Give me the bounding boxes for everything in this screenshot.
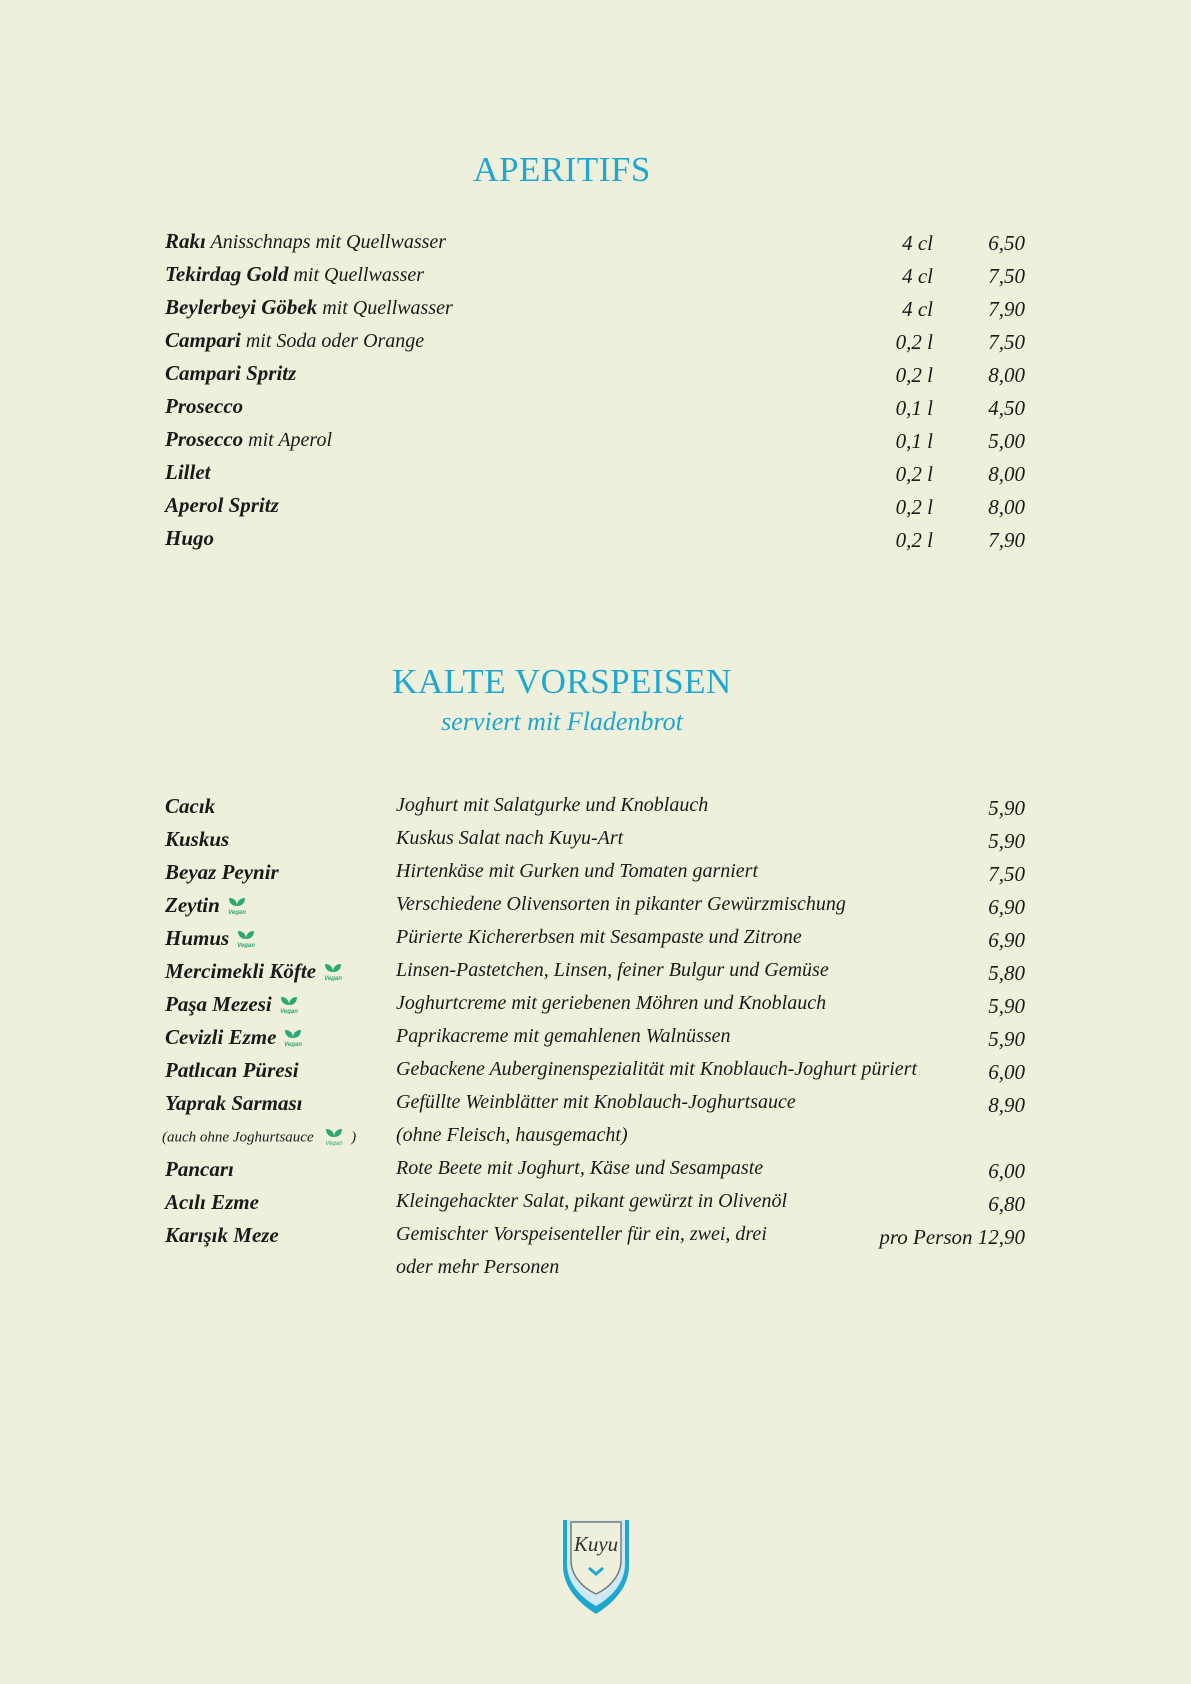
- vorspeise-item: [0, 992, 1191, 1025]
- item-desc: Gemischter Vorspeisenteller für ein, zwei, drei: [396, 1223, 767, 1245]
- item-desc: Gebackene Auberginenspezialität mit Knoblauch-Joghurt püriert: [396, 1058, 918, 1080]
- vegan-icon: [224, 895, 250, 915]
- item-qty: 0,2 l: [895, 495, 933, 519]
- item-qty: 0,2 l: [895, 528, 933, 552]
- aperitif-item: [0, 526, 1191, 559]
- item-qty: 0,1 l: [895, 396, 933, 420]
- aperitif-item: [0, 295, 1191, 328]
- item-price: 7,50: [988, 264, 1025, 288]
- kuyu-logo: [557, 1516, 635, 1616]
- vegan-icon: [320, 961, 346, 981]
- item-price: 8,00: [988, 495, 1025, 519]
- item-name: Karışık Meze: [165, 1223, 279, 1247]
- item-qty: 4 cl: [902, 264, 933, 288]
- aperitif-item: [0, 460, 1191, 493]
- item-price: 6,00: [988, 1159, 1025, 1183]
- item-price: 6,00: [988, 1060, 1025, 1084]
- vegan-label: Vegan: [279, 1009, 298, 1015]
- item-name: Yaprak Sarması: [165, 1091, 303, 1115]
- item-name: Lillet: [165, 460, 211, 484]
- aperitif-item: [0, 427, 1191, 460]
- item-name: Patlıcan Püresi: [165, 1058, 299, 1082]
- item-name: Kuskus: [165, 827, 230, 851]
- item-desc: (ohne Fleisch, hausgemacht): [396, 1124, 628, 1146]
- item-desc: Linsen-Pastetchen, Linsen, feiner Bulgur und Gemüse: [396, 959, 829, 981]
- vegan-label: Vegan: [237, 943, 256, 949]
- item-desc: mit Quellwasser: [317, 297, 453, 319]
- item-price: 6,50: [988, 231, 1025, 255]
- item-desc: mit Soda oder Orange: [240, 330, 425, 352]
- vegan-icon: [276, 994, 302, 1014]
- item-name: Humus: [165, 926, 230, 950]
- item-price: 6,90: [988, 895, 1025, 919]
- vegan-label: Vegan: [324, 976, 342, 982]
- vegan-label: Vegan: [325, 1141, 343, 1146]
- item-price: 5,80: [988, 961, 1025, 985]
- item-name: Campari Spritz: [165, 361, 297, 385]
- item-note-close: ): [347, 1129, 357, 1146]
- item-price: 7,50: [988, 862, 1025, 886]
- vorspeise-item: [0, 1058, 1191, 1091]
- item-price: 5,90: [988, 1027, 1025, 1051]
- kalte-vorspeisen-title: KALTE VORSPEISEN: [392, 662, 732, 701]
- vegan-icon: [280, 1027, 306, 1047]
- vegan-icon: [233, 928, 259, 948]
- item-name: Prosecco: [165, 427, 244, 451]
- item-price: 8,90: [988, 1093, 1025, 1117]
- item-name: Cacık: [165, 794, 216, 818]
- item-price: 4,50: [988, 396, 1025, 420]
- item-price: 6,80: [988, 1192, 1025, 1216]
- item-desc: Gefüllte Weinblätter mit Knoblauch-Joghurtsauce: [396, 1091, 796, 1113]
- item-desc: Kuskus Salat nach Kuyu-Art: [396, 827, 624, 849]
- item-name: Tekirdag Gold: [165, 262, 289, 286]
- logo-text: Kuyu: [573, 1532, 619, 1556]
- item-price: 7,50: [988, 330, 1025, 354]
- item-name: Mercimekli Köfte: [165, 959, 317, 983]
- item-name: Aperol Spritz: [165, 493, 279, 517]
- item-qty: 0,1 l: [895, 429, 933, 453]
- item-price: 5,00: [988, 429, 1025, 453]
- item-price: 7,90: [988, 528, 1025, 552]
- vorspeise-item: [0, 860, 1191, 893]
- item-desc: Verschiedene Olivensorten in pikanter Gewürzmischung: [396, 893, 846, 915]
- vorspeise-item-continuation: [0, 1124, 1191, 1157]
- item-price: pro Person 12,90: [879, 1225, 1025, 1249]
- item-desc: Kleingehackter Salat, pikant gewürzt in Olivenöl: [396, 1190, 788, 1212]
- item-desc: Paprikacreme mit gemahlenen Walnüssen: [396, 1025, 731, 1047]
- item-qty: 4 cl: [902, 231, 933, 255]
- aperitifs-title: APERITIFS: [473, 150, 651, 189]
- item-price: 5,90: [988, 994, 1025, 1018]
- item-name: Zeytin: [165, 893, 220, 917]
- aperitif-item: [0, 394, 1191, 427]
- item-desc: Joghurtcreme mit geriebenen Möhren und Knoblauch: [396, 992, 827, 1014]
- vorspeise-item: [0, 893, 1191, 926]
- item-desc: Hirtenkäse mit Gurken und Tomaten garniert: [396, 860, 759, 882]
- item-qty: 4 cl: [902, 297, 933, 321]
- item-qty: 0,2 l: [895, 330, 933, 354]
- item-note: (auch ohne Joghurtsauce: [162, 1129, 318, 1146]
- item-name: Rakı: [165, 229, 206, 253]
- aperitif-item: [0, 328, 1191, 361]
- item-desc: Joghurt mit Salatgurke und Knoblauch: [396, 794, 709, 816]
- vorspeise-item: [0, 794, 1191, 827]
- item-price: 8,00: [988, 363, 1025, 387]
- item-desc: Rote Beete mit Joghurt, Käse und Sesampaste: [396, 1157, 764, 1179]
- shield-icon: [557, 1516, 635, 1616]
- item-name: Prosecco: [165, 394, 244, 418]
- vorspeise-item: [0, 827, 1191, 860]
- item-name: Cevizli Ezme: [165, 1025, 277, 1049]
- item-price: 5,90: [988, 796, 1025, 820]
- item-desc: Anisschnaps mit Quellwasser: [205, 231, 447, 253]
- item-price: 8,00: [988, 462, 1025, 486]
- vegan-label: Vegan: [284, 1042, 303, 1048]
- vorspeise-item-continuation: [0, 1256, 1191, 1289]
- item-name: Hugo: [165, 526, 215, 550]
- item-name: Beylerbeyi Göbek: [165, 295, 318, 319]
- item-qty: 0,2 l: [895, 363, 933, 387]
- item-qty: 0,2 l: [895, 462, 933, 486]
- aperitif-item: [0, 493, 1191, 526]
- vegan-label: Vegan: [227, 910, 246, 916]
- vorspeise-item: [0, 1223, 1191, 1256]
- item-price: 5,90: [988, 829, 1025, 853]
- item-name: Pancarı: [165, 1157, 234, 1181]
- item-name: Campari: [165, 328, 241, 352]
- aperitif-item: [0, 229, 1191, 262]
- vorspeise-item: [0, 926, 1191, 959]
- vorspeise-item: [0, 959, 1191, 992]
- item-name: Acılı Ezme: [165, 1190, 259, 1214]
- vorspeise-item: [0, 1091, 1191, 1124]
- item-desc: mit Quellwasser: [288, 264, 425, 286]
- kalte-vorspeisen-subtitle: serviert mit Fladenbrot: [441, 707, 683, 736]
- item-price: 6,90: [988, 928, 1025, 952]
- vorspeise-item: [0, 1190, 1191, 1223]
- item-desc: mit Aperol: [243, 429, 333, 451]
- aperitif-item: [0, 262, 1191, 295]
- item-desc: Pürierte Kichererbsen mit Sesampaste und Zitrone: [396, 926, 802, 948]
- item-desc: oder mehr Personen: [396, 1256, 560, 1278]
- vegan-icon: [321, 1126, 347, 1146]
- vorspeise-item: [0, 1025, 1191, 1058]
- item-name: Beyaz Peynir: [165, 860, 279, 884]
- vorspeise-item: [0, 1157, 1191, 1190]
- item-price: 7,90: [988, 297, 1025, 321]
- aperitif-item: [0, 361, 1191, 394]
- item-name: Paşa Mezesi: [165, 992, 272, 1016]
